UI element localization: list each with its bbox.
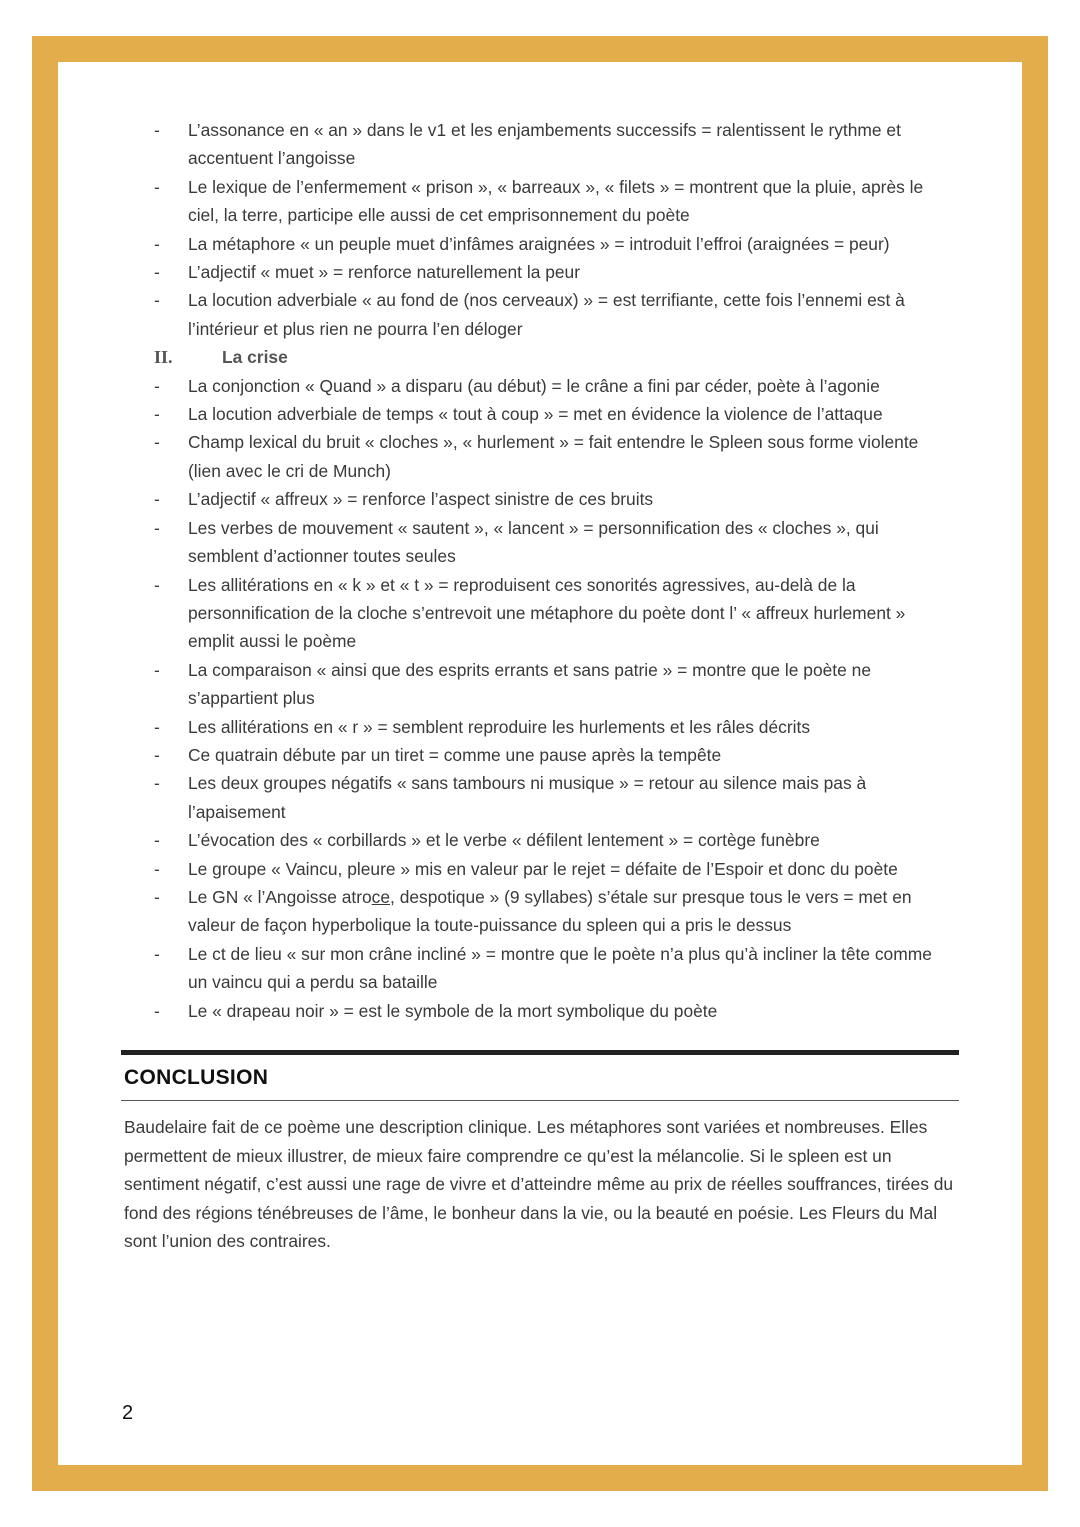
bullet-dash: - xyxy=(154,1000,160,1021)
bullet-dash: - xyxy=(154,233,160,254)
bullet-dash: - xyxy=(154,858,160,879)
bullet-dash: - xyxy=(154,517,160,538)
list-item-text: L’adjectif « muet » = renforce naturellement la peur xyxy=(188,262,581,283)
bullet-dash: - xyxy=(154,830,160,851)
list-item xyxy=(154,428,954,485)
bullet-dash: - xyxy=(154,744,160,765)
conclusion-title: CONCLUSION xyxy=(124,1066,269,1089)
list-item-text: Les allitérations en « k » et « t » = reproduisent ces sonorités agressives, au-delà de la personnification de la cloche s’entrevoit une métaphore du poète dont l’ « affreux hurlement » emplit aussi le poème xyxy=(188,574,906,652)
bullet-dash: - xyxy=(154,716,160,737)
bullet-dash: - xyxy=(154,773,160,794)
conclusion-text: Baudelaire fait de ce poème une description clinique. Les métaphores sont variées et nombreuses. Elles permettent de mieux illustrer, de mieux faire comprendre ce qu’est la mélancolie. Si le spleen est un sentiment négatif, c’est aussi une rage de vivre et d’atteindre même au prix de réelles souffrances, tirées du fond des régions ténébreuses de l’âme, le bonheur dans la vie, ou la beauté en poésie. Les Fleurs du Mal sont l’union des contraires. xyxy=(124,1117,954,1252)
list-item-text: Le lexique de l’enfermement « prison », « barreaux », « filets » = montrent que la pluie, après le ciel, la terre, participe elle aussi de cet emprisonnement du poète xyxy=(188,176,924,226)
list-part-2 xyxy=(154,372,954,883)
list-item-text: Le « drapeau noir » = est le symbole de la mort symbolique du poète xyxy=(188,1000,718,1021)
list-item xyxy=(154,116,954,173)
list-part-3 xyxy=(154,940,954,1025)
bullet-dash: - xyxy=(154,404,160,425)
section-divider xyxy=(121,1050,959,1055)
list-item xyxy=(154,230,954,258)
list-item-text: Champ lexical du bruit « cloches », « hurlement » = fait entendre le Spleen sous forme violente (lien avec le cri de Munch) xyxy=(188,432,919,481)
list-item-text: La conjonction « Quand » a disparu (au début) = le crâne a fini par céder, poète à l’agonie xyxy=(188,375,880,396)
analysis-list xyxy=(154,116,954,1025)
list-item xyxy=(154,485,954,513)
list-item xyxy=(154,286,954,343)
page-number: 2 xyxy=(122,1402,134,1424)
bullet-dash: - xyxy=(154,886,160,907)
gn-text-underlined: ce, xyxy=(371,886,395,907)
list-item-text: Ce quatrain débute par un tiret = comme une pause après la tempête xyxy=(188,744,722,765)
bullet-dash: - xyxy=(154,262,160,283)
bullet-dash: - xyxy=(154,489,160,510)
list-item xyxy=(154,769,954,826)
bullet-dash: - xyxy=(154,120,160,140)
section-number: II. xyxy=(154,347,173,368)
list-item-text: L’assonance en « an » dans le v1 et les enjambements successifs = ralentissent le rythme et accentuent l’angoisse xyxy=(188,120,901,169)
list-item-text: L’évocation des « corbillards » et le verbe « défilent lentement » = cortège funèbre xyxy=(188,830,820,851)
conclusion-underline xyxy=(121,1100,959,1101)
bullet-dash: - xyxy=(154,574,160,595)
list-part-1 xyxy=(154,116,954,343)
list-item xyxy=(154,400,954,428)
list-item xyxy=(154,855,954,883)
list-item-text: Les deux groupes négatifs « sans tambours ni musique » = retour au silence mais pas à l’apaisement xyxy=(188,773,867,822)
list-item-text: La comparaison « ainsi que des esprits errants et sans patrie » = montre que le poète ne s’appartient plus xyxy=(188,659,871,709)
list-item xyxy=(154,741,954,769)
gn-text-after: despotique » (9 syllabes) s’étale sur presque tous le vers = met en valeur de façon hyperbolique la toute-puissance du spleen qui a pris le dessus xyxy=(188,886,912,936)
bullet-dash: - xyxy=(154,375,160,396)
bullet-dash: - xyxy=(154,943,160,964)
list-item-text: Les allitérations en « r » = semblent reproduire les hurlements et les râles décrits xyxy=(188,716,811,737)
section-title: La crise xyxy=(222,347,288,368)
list-item xyxy=(154,173,954,230)
bullet-dash: - xyxy=(154,432,160,453)
list-item-text: La locution adverbiale « au fond de (nos cerveaux) » = est terrifiante, cette fois l’ennemi est à l’intérieur et plus rien ne pourra l’en déloger xyxy=(188,290,905,339)
list-item xyxy=(154,372,954,400)
section-heading xyxy=(154,343,954,371)
document-page xyxy=(58,62,1022,1465)
list-item xyxy=(154,997,954,1025)
list-item-text: La locution adverbiale de temps « tout à coup » = met en évidence la violence de l’attaque xyxy=(188,404,883,425)
gn-text-before: Le GN « l’Angoisse atro xyxy=(188,886,372,907)
list-item xyxy=(154,940,954,997)
list-item xyxy=(154,826,954,854)
list-item-text: Les verbes de mouvement « sautent », « lancent » = personnification des « cloches », qui semblent d’actionner toutes seules xyxy=(188,517,879,567)
list-item-text: Le groupe « Vaincu, pleure » mis en valeur par le rejet = défaite de l’Espoir et donc du poète xyxy=(188,858,898,879)
bullet-dash: - xyxy=(154,290,160,311)
list-item xyxy=(154,883,954,940)
list-item xyxy=(154,514,954,571)
bullet-dash: - xyxy=(154,176,160,197)
list-item-text: La métaphore « un peuple muet d’infâmes araignées » = introduit l’effroi (araignées = peur) xyxy=(188,233,890,254)
list-item-text: Le ct de lieu « sur mon crâne incliné » = montre que le poète n’a plus qu’à incliner la tête comme un vaincu qui a perdu sa bataille xyxy=(188,943,932,993)
list-item-text: L’adjectif « affreux » = renforce l’aspect sinistre de ces bruits xyxy=(188,489,654,510)
list-item xyxy=(154,713,954,741)
list-item xyxy=(154,258,954,286)
list-item xyxy=(154,656,954,713)
bullet-dash: - xyxy=(154,659,160,680)
list-item xyxy=(154,571,954,656)
